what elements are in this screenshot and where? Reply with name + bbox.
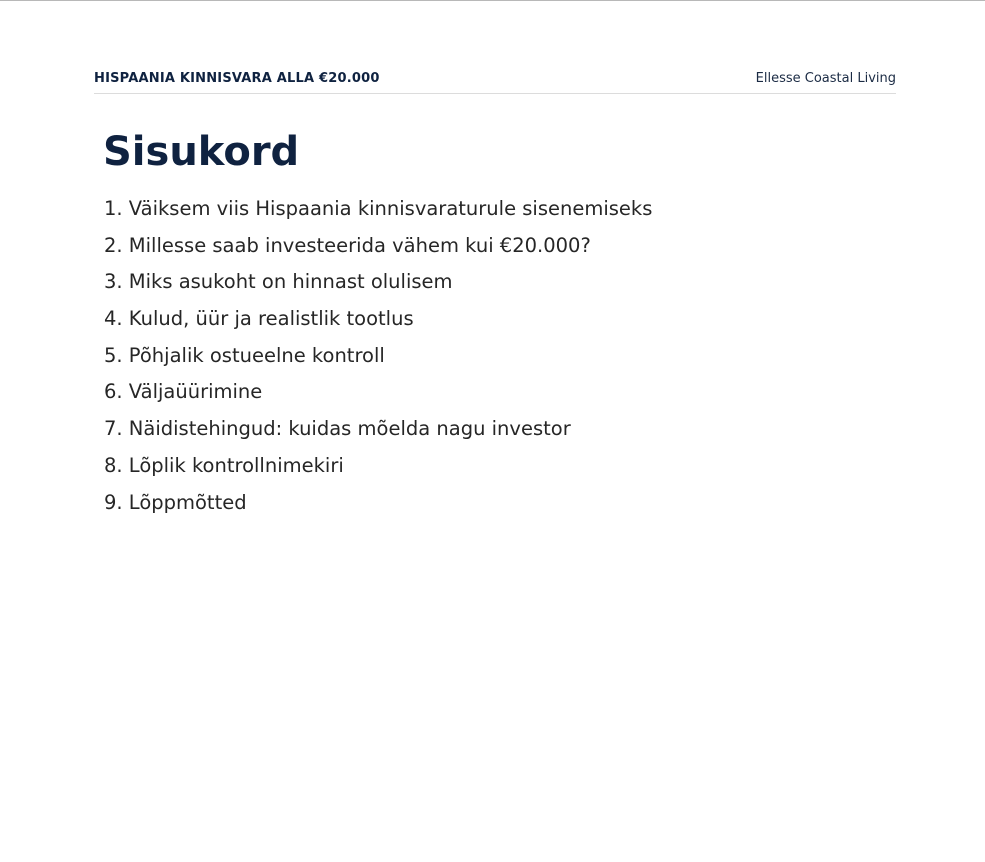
toc-item-9[interactable]: 9. Lõppmõtted <box>104 490 247 514</box>
header-document-title: HISPAANIA KINNISVARA ALLA €20.000 <box>94 71 380 86</box>
toc-item-4[interactable]: 4. Kulud, üür ja realistlik tootlus <box>104 307 414 331</box>
page-title: Sisukord <box>103 129 300 175</box>
top-divider <box>0 0 985 1</box>
toc-item-7[interactable]: 7. Näidistehingud: kuidas mõelda nagu investor <box>104 417 571 441</box>
toc-item-5[interactable]: 5. Põhjalik ostueelne kontroll <box>104 343 385 367</box>
toc-item-8[interactable]: 8. Lõplik kontrollnimekiri <box>104 453 344 477</box>
toc-item-6[interactable]: 6. Väljaüürimine <box>104 380 263 404</box>
toc-item-2[interactable]: 2. Millesse saab investeerida vähem kui €20.000? <box>104 233 591 257</box>
table-of-contents <box>104 195 652 525</box>
toc-item-1[interactable]: 1. Väiksem viis Hispaania kinnisvaraturule sisenemiseks <box>104 197 653 220</box>
header-brand-name: Ellesse Coastal Living <box>755 71 896 86</box>
running-header <box>94 71 896 94</box>
toc-item-3[interactable]: 3. Miks asukoht on hinnast olulisem <box>104 270 453 294</box>
